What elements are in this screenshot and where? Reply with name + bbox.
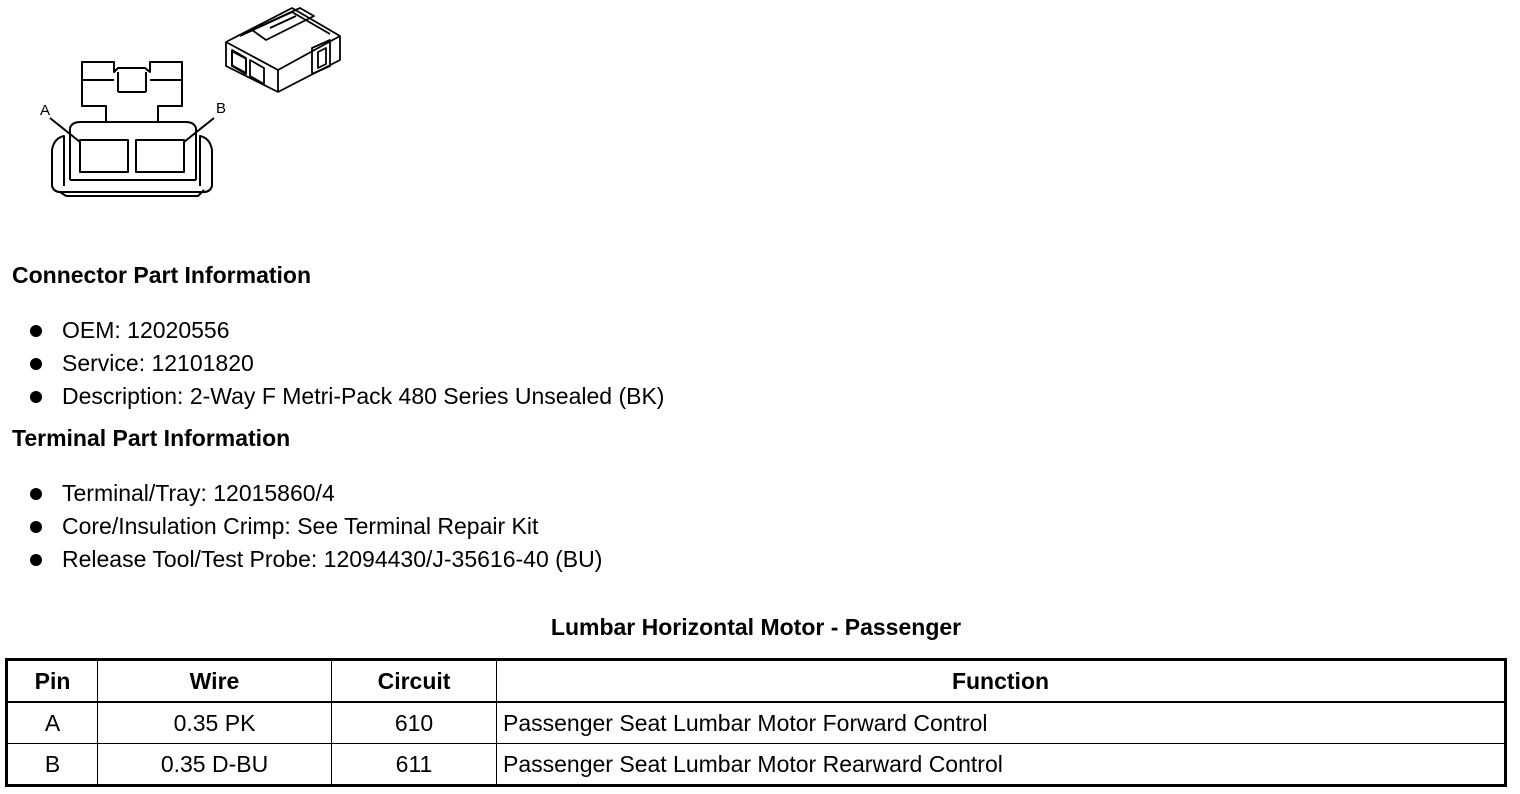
terminal-part-info-list: [28, 477, 602, 576]
connector-diagram: [0, 0, 380, 220]
column-header-circuit: Circuit: [332, 660, 497, 703]
bullet-icon: [30, 521, 42, 533]
list-item-text: Release Tool/Test Probe: 12094430/J-35616-40 (BU): [62, 546, 603, 572]
terminal-part-info-heading: Terminal Part Information: [12, 425, 291, 451]
connector-part-info-heading: Connector Part Information: [12, 262, 312, 288]
connector-part-info-list: [28, 314, 664, 413]
list-item: [28, 543, 602, 576]
pin-cell: B: [7, 744, 98, 786]
list-item-text: Terminal/Tray: 12015860/4: [62, 480, 335, 506]
list-item: [28, 380, 664, 413]
column-header-function: Function: [497, 660, 1506, 703]
bullet-icon: [30, 554, 42, 566]
wire-cell: 0.35 PK: [98, 702, 332, 744]
function-cell: Passenger Seat Lumbar Motor Rearward Control: [497, 744, 1506, 786]
table-row: [7, 702, 1506, 744]
connector-isometric-view: [226, 8, 340, 92]
table-title: Lumbar Horizontal Motor - Passenger: [550, 614, 962, 640]
circuit-cell: 611: [332, 744, 497, 786]
pin-label-a: A: [40, 102, 51, 119]
circuit-cell: 610: [332, 702, 497, 744]
connector-body: [52, 150, 212, 192]
function-cell: Passenger Seat Lumbar Motor Forward Control: [497, 702, 1506, 744]
list-item: [28, 314, 664, 347]
list-item: [28, 477, 602, 510]
list-item-text: Core/Insulation Crimp: See Terminal Repair Kit: [62, 513, 539, 539]
pin-cell: A: [7, 702, 98, 744]
list-item: [28, 510, 602, 543]
pin-label-b: B: [216, 100, 227, 117]
bullet-icon: [30, 391, 42, 403]
list-item-text: Service: 12101820: [62, 350, 254, 376]
wire-cell: 0.35 D-BU: [98, 744, 332, 786]
bullet-icon: [30, 488, 42, 500]
cavity-a: [80, 140, 128, 172]
cavity-b: [136, 140, 184, 172]
list-item-text: Description: 2-Way F Metri-Pack 480 Series Unsealed (BK): [62, 383, 665, 409]
list-item-text: OEM: 12020556: [62, 317, 230, 343]
bullet-icon: [30, 358, 42, 370]
table-row: [7, 744, 1506, 786]
bullet-icon: [30, 325, 42, 337]
column-header-pin: Pin: [7, 660, 98, 703]
column-header-wire: Wire: [98, 660, 332, 703]
table-header-row: [7, 660, 1506, 703]
pinout-table: [5, 658, 1507, 787]
list-item: [28, 347, 664, 380]
